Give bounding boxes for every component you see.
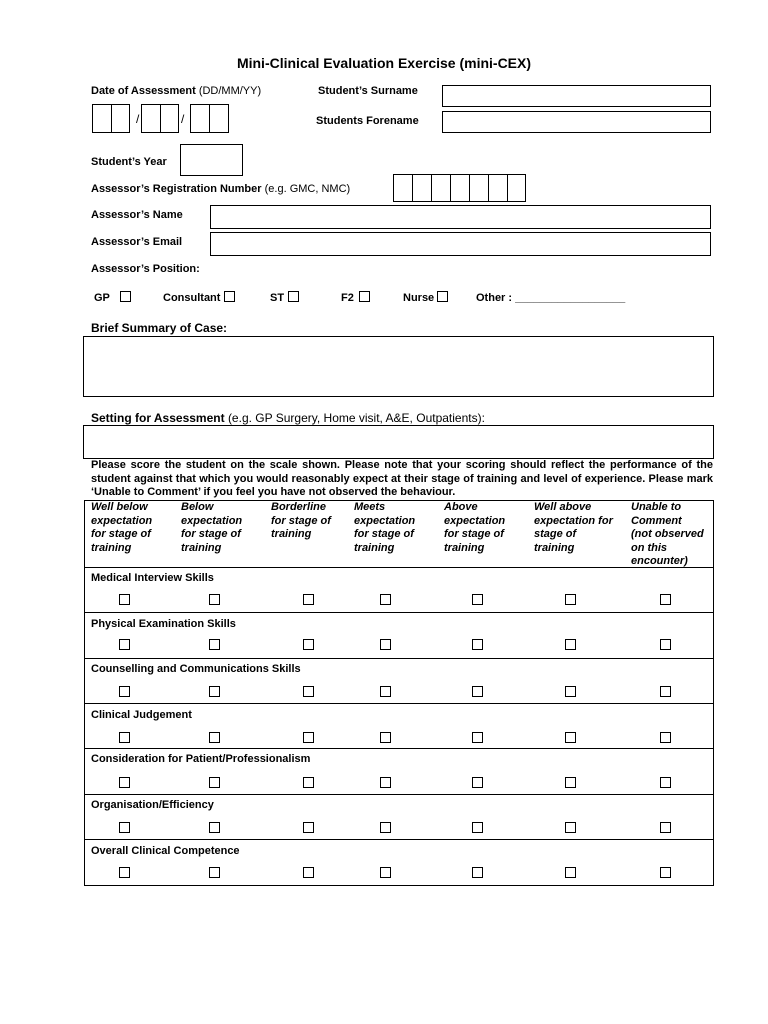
setting-example: (e.g. GP Surgery, Home visit, A&E, Outpatients):: [227, 411, 485, 425]
score-checkbox[interactable]: [380, 822, 391, 833]
digit-divider: [450, 174, 451, 202]
position-nurse-checkbox[interactable]: [437, 291, 448, 302]
date-separator: /: [136, 112, 140, 126]
criterion-label: Counselling and Communications Skills: [91, 663, 301, 675]
digit-divider: [111, 104, 112, 133]
score-checkbox[interactable]: [209, 732, 220, 743]
summary-field[interactable]: [83, 336, 714, 397]
position-st-checkbox[interactable]: [288, 291, 299, 302]
digit-divider: [209, 104, 210, 133]
position-option-label: ST: [270, 292, 285, 304]
score-checkbox[interactable]: [303, 686, 314, 697]
scoring-table: [84, 500, 714, 886]
digit-divider: [431, 174, 432, 202]
score-checkbox[interactable]: [119, 867, 130, 878]
scale-header: Meets expectation for stage of training: [354, 501, 416, 554]
scoring-instructions: Please score the student on the scale shown. Please note that your scoring should reflect the performance of the student against that which you would reasonably expect at their stage of training and level of experience. Please mark ‘Unable to Comment’ if you feel you have not observed the behaviour.: [91, 459, 713, 498]
setting-label-row: [91, 411, 485, 425]
score-checkbox[interactable]: [119, 732, 130, 743]
date-separator: /: [181, 112, 185, 126]
forename-label: Students Forename: [316, 115, 419, 127]
date-label-row: [91, 85, 261, 97]
score-checkbox[interactable]: [472, 822, 483, 833]
row-divider: [84, 612, 714, 613]
score-checkbox[interactable]: [565, 732, 576, 743]
score-checkbox[interactable]: [380, 777, 391, 788]
score-checkbox[interactable]: [303, 777, 314, 788]
score-checkbox[interactable]: [209, 594, 220, 605]
score-checkbox[interactable]: [209, 639, 220, 650]
score-checkbox[interactable]: [660, 867, 671, 878]
row-divider: [84, 703, 714, 704]
score-checkbox[interactable]: [209, 867, 220, 878]
assessor-email-field[interactable]: [210, 232, 711, 256]
year-label: Student’s Year: [91, 156, 167, 168]
score-checkbox[interactable]: [565, 639, 576, 650]
score-checkbox[interactable]: [303, 822, 314, 833]
score-checkbox[interactable]: [660, 732, 671, 743]
date-format-hint: (DD/MM/YY): [198, 85, 262, 97]
score-checkbox[interactable]: [565, 822, 576, 833]
score-checkbox[interactable]: [660, 594, 671, 605]
surname-label: Student’s Surname: [318, 85, 418, 97]
reg-label: Assessor’s Registration Number: [91, 183, 262, 195]
assessor-name-field[interactable]: [210, 205, 711, 229]
criterion-label: Organisation/Efficiency: [91, 799, 214, 811]
score-checkbox[interactable]: [565, 777, 576, 788]
score-checkbox[interactable]: [660, 777, 671, 788]
row-divider: [84, 658, 714, 659]
form-title: Mini-Clinical Evaluation Exercise (mini-CEX): [236, 55, 532, 71]
score-checkbox[interactable]: [660, 686, 671, 697]
digit-divider: [488, 174, 489, 202]
scale-header: Above expectation for stage of training: [444, 501, 506, 554]
score-checkbox[interactable]: [565, 594, 576, 605]
row-divider: [84, 839, 714, 840]
score-checkbox[interactable]: [209, 822, 220, 833]
score-checkbox[interactable]: [380, 639, 391, 650]
score-checkbox[interactable]: [472, 732, 483, 743]
score-checkbox[interactable]: [303, 594, 314, 605]
position-option-label: F2: [341, 292, 354, 304]
scale-header: Well below expectation for stage of training: [91, 501, 153, 554]
year-field[interactable]: [180, 144, 243, 176]
row-divider: [84, 748, 714, 749]
setting-label: Setting for Assessment: [91, 411, 225, 425]
setting-field[interactable]: [83, 425, 714, 459]
score-checkbox[interactable]: [472, 686, 483, 697]
score-checkbox[interactable]: [380, 867, 391, 878]
score-checkbox[interactable]: [380, 732, 391, 743]
score-checkbox[interactable]: [472, 867, 483, 878]
assessor-name-label: Assessor’s Name: [91, 209, 183, 221]
scale-header: Borderline for stage of training: [271, 501, 331, 540]
score-checkbox[interactable]: [472, 594, 483, 605]
score-checkbox[interactable]: [565, 867, 576, 878]
score-checkbox[interactable]: [303, 732, 314, 743]
digit-divider: [412, 174, 413, 202]
score-checkbox[interactable]: [303, 867, 314, 878]
digit-divider: [160, 104, 161, 133]
score-checkbox[interactable]: [119, 777, 130, 788]
criterion-label: Clinical Judgement: [91, 709, 192, 721]
forename-field[interactable]: [442, 111, 711, 133]
reg-example: (e.g. GMC, NMC): [264, 183, 351, 195]
score-checkbox[interactable]: [565, 686, 576, 697]
position-option-label: GP: [94, 292, 110, 304]
score-checkbox[interactable]: [660, 822, 671, 833]
score-checkbox[interactable]: [119, 686, 130, 697]
position-option-label: Nurse: [403, 292, 435, 304]
scale-header: Below expectation for stage of training: [181, 501, 243, 554]
score-checkbox[interactable]: [119, 639, 130, 650]
scale-header: Well above expectation for stage of training: [534, 501, 613, 554]
date-label: Date of Assessment: [91, 85, 196, 97]
score-checkbox[interactable]: [209, 777, 220, 788]
row-divider: [84, 567, 714, 568]
assessor-email-label: Assessor’s Email: [91, 236, 183, 248]
reg-label-row: [91, 183, 350, 195]
row-divider: [84, 794, 714, 795]
position-other-field[interactable]: Other : __________________: [476, 292, 626, 304]
criterion-label: Overall Clinical Competence: [91, 845, 240, 857]
position-consultant-checkbox[interactable]: [224, 291, 235, 302]
summary-label: Brief Summary of Case:: [91, 321, 228, 335]
score-checkbox[interactable]: [472, 639, 483, 650]
score-checkbox[interactable]: [209, 686, 220, 697]
surname-field[interactable]: [442, 85, 711, 107]
score-checkbox[interactable]: [303, 639, 314, 650]
position-option-label: Consultant: [163, 292, 221, 304]
score-checkbox[interactable]: [660, 639, 671, 650]
score-checkbox[interactable]: [380, 594, 391, 605]
score-checkbox[interactable]: [119, 822, 130, 833]
position-f2-checkbox[interactable]: [359, 291, 370, 302]
score-checkbox[interactable]: [119, 594, 130, 605]
position-label: Assessor’s Position:: [91, 263, 200, 275]
criterion-label: Physical Examination Skills: [91, 618, 236, 630]
score-checkbox[interactable]: [472, 777, 483, 788]
digit-divider: [469, 174, 470, 202]
position-gp-checkbox[interactable]: [120, 291, 131, 302]
scale-header: Unable to Comment (not observed on this encounter): [631, 501, 704, 567]
criterion-label: Medical Interview Skills: [91, 572, 214, 584]
criterion-label: Consideration for Patient/Professionalism: [91, 753, 311, 765]
score-checkbox[interactable]: [380, 686, 391, 697]
digit-divider: [507, 174, 508, 202]
